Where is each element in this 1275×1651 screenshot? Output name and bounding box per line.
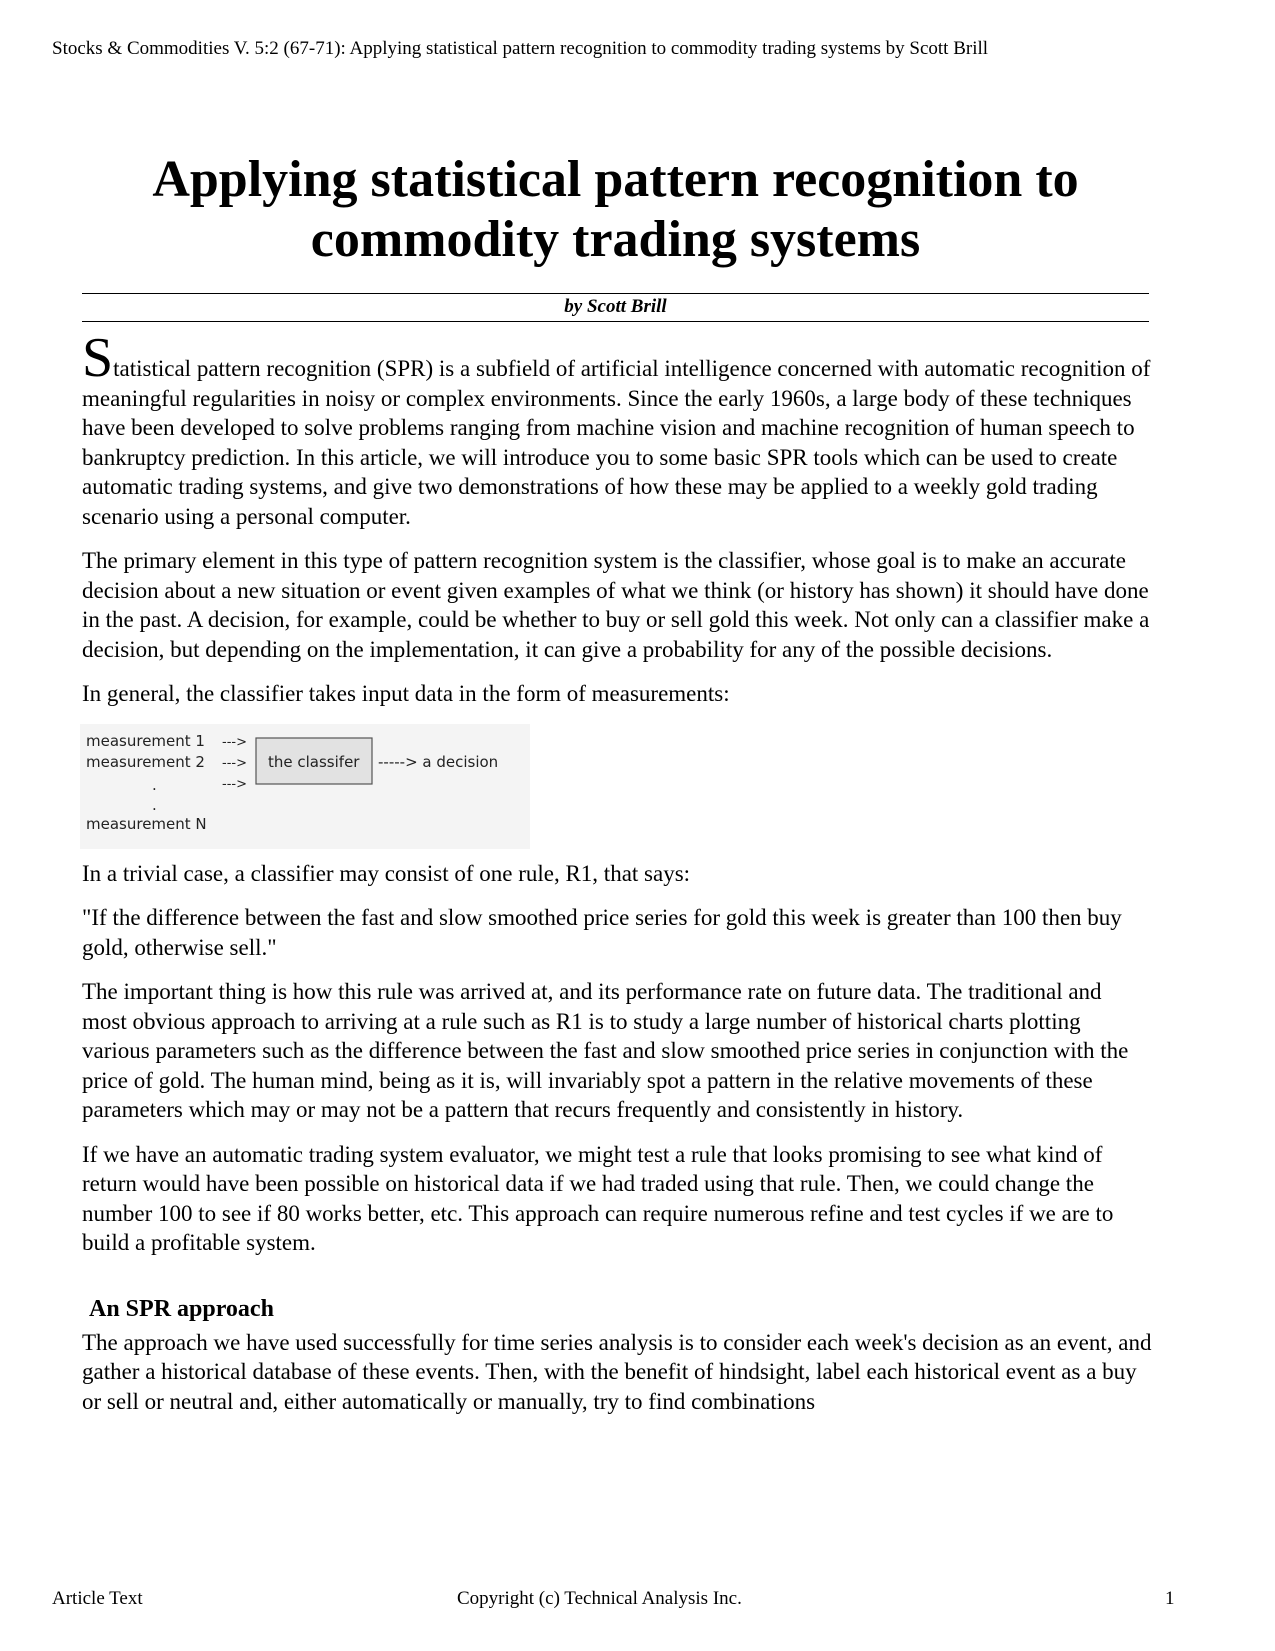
article-body [82, 327, 1152, 1431]
classifier-label: the classifer [268, 752, 360, 771]
decision-output: -----> a decision [378, 752, 499, 771]
article-title [82, 150, 1149, 270]
footer-copyright: Copyright (c) Technical Analysis Inc. [457, 1588, 742, 1609]
paragraph-4: In a trivial case, a classifier may consist of one rule, R1, that says: [82, 860, 691, 886]
paragraph-1-text: tatistical pattern recognition (SPR) is a subfield of artificial intelligence concerned with automatic recognition of meaningful regularities in noisy or complex environments. Since the early 1960s, a large body of these techniques have been developed to solve problems ranging from machine vision and machine recognition of human speech to bankruptcy prediction. In this article, we will introduce you to some basic SPR tools which can be used to create automatic trading systems, and give two demonstrations of how these may be applied to a weekly gold trading scenario using a personal computer. [82, 356, 1151, 529]
paragraph-3: In general, the classifier takes input data in the form of measurements: [82, 681, 730, 706]
footer-section-label: Article Text [52, 1588, 143, 1609]
paragraph-1 [82, 327, 1152, 531]
measurement-2-label: measurement 2 [86, 752, 205, 771]
classifier-diagram [80, 724, 530, 849]
title-line-1: Applying statistical pattern recognition to [152, 151, 1079, 208]
running-header: Stocks & Commodities V. 5:2 (67-71): Applying statistical pattern recognition to commodity trading systems by Scott Brill [52, 38, 989, 59]
measurement-n-label: measurement N [86, 814, 207, 833]
title-line-2: commodity trading systems [310, 211, 921, 268]
arrow-3: ---> [222, 776, 247, 792]
paragraph-2: The primary element in this type of pattern recognition system is the classifier, whose goal is to make an accurate decision about a new situation or event given examples of what we think (or history has shown) it should have done in the past. A decision, for example, could be whether to buy or sell gold this week. Not only can a classifier make a decision, but depending on the implementation, it can give a probability for any of the possible decisions. [82, 548, 1150, 662]
measurement-1-label: measurement 1 [86, 731, 205, 750]
paragraph-5-quote: "If the difference between the fast and slow smoothed price series for gold this week is greater than 100 then buy gold, otherwise sell." [82, 905, 1122, 960]
paragraph-6: The important thing is how this rule was arrived at, and its performance rate on future data. The traditional and most obvious approach to arriving at a rule such as R1 is to study a large number of historical charts plotting various parameters such as the difference between the fast and slow smoothed price series in conjunction with the price of gold. The human mind, being as it is, will invariably spot a pattern in the relative movements of these parameters which may or may not be a pattern that recurs frequently and consistently in history. [82, 979, 1129, 1122]
paragraph-8: The approach we have used successfully for time series analysis is to consider each week's decision as an event, and gather a historical database of these events. Then, with the benefit of hindsight, label each historical event as a buy or sell or neutral and, either automatically or manually, try to find combinations [82, 1329, 1152, 1414]
byline: by Scott Brill [82, 293, 1149, 322]
ellipsis-dot-2: . [152, 795, 157, 814]
paragraph-7: If we have an automatic trading system evaluator, we might test a rule that looks promising to see what kind of return would have been possible on historical data if we had traded using that rule. Then, we could change the number 100 to see if 80 works better, etc. This approach can require numerous refine and test cycles if we are to build a profitable system. [82, 1141, 1114, 1255]
footer-page-number: 1 [1165, 1588, 1175, 1609]
ellipsis-dot-1: . [152, 775, 157, 794]
drop-cap: S [82, 327, 114, 389]
arrow-2: ---> [222, 755, 247, 771]
arrow-1: ---> [222, 734, 247, 750]
section-heading-spr-approach: An SPR approach [89, 1295, 274, 1322]
